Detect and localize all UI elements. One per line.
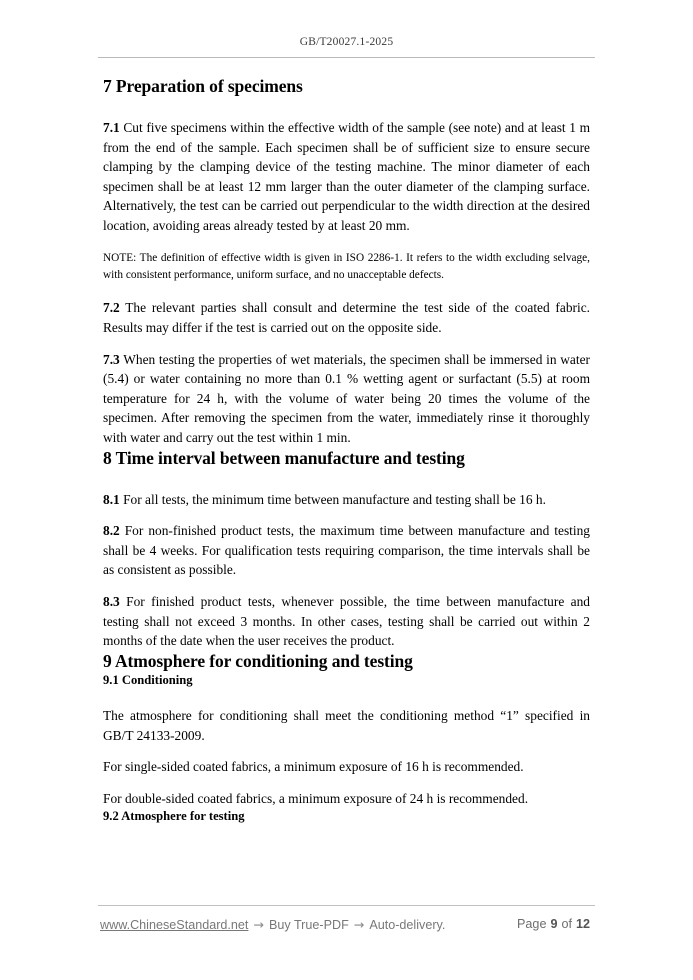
paragraph-7-3 <box>103 350 590 448</box>
subsection-heading-9-1: 9.1 Conditioning <box>103 672 193 687</box>
page-label: Page <box>517 917 547 931</box>
paragraph-7-1 <box>103 118 590 236</box>
paragraph-label-7-2: 7.2 <box>103 300 120 316</box>
section-heading-7: 7 Preparation of specimens <box>103 76 303 96</box>
section-heading-9: 9 Atmosphere for conditioning and testing <box>103 650 413 671</box>
paragraph-text-8-2: For non-finished product tests, the maximum time between manufacture and testing shall be 4 weeks. For qualification tests requiring comparison, the time intervals shall be as consistent as possible. <box>103 523 590 578</box>
paragraph-text-7-2: The relevant parties shall consult and determine the test side of the coated fabric. Results may differ if the test is carried out on the opposite side. <box>103 300 590 335</box>
paragraph-label-8-3: 8.3 <box>103 593 120 609</box>
paragraph-text-8-3: For finished product tests, whenever possible, the time between manufacture and testing shall not exceed 3 months. In other cases, testing shall be carried out within 2 months of the date when the user receives the product. <box>103 593 590 649</box>
arrow-right-icon-1: → <box>253 916 264 932</box>
subsection-heading-9-2: 9.2 Atmosphere for testing <box>103 809 245 824</box>
page-indicator <box>516 917 593 931</box>
paragraph-label-8-2: 8.2 <box>103 523 120 539</box>
section-heading-8: 8 Time interval between manufacture and testing <box>103 447 465 468</box>
paragraph-label-8-1: 8.1 <box>103 491 120 507</box>
current-page-number: 9 <box>550 917 558 931</box>
arrow-right-icon-2: → <box>353 916 365 932</box>
running-header <box>103 32 590 50</box>
paragraph-text-8-1: For all tests, the minimum time between manufacture and testing shall be 16 h. <box>119 491 546 507</box>
paragraph-9-1-c: For double-sided coated fabrics, a minimum exposure of 24 h is recommended. <box>103 790 529 806</box>
paragraph-7-2 <box>103 298 590 337</box>
footer-promo <box>100 917 445 932</box>
header-divider <box>98 57 595 58</box>
footer-promo-delivery: Auto-delivery. <box>369 917 446 932</box>
footer-divider <box>98 905 595 906</box>
paragraph-8-2 <box>103 521 590 580</box>
paragraph-9-1-a: The atmosphere for conditioning shall meet the conditioning method “1” specified in GB/T 24133-2009. <box>103 708 590 743</box>
chinesestandard-link[interactable]: www.ChineseStandard.net <box>100 917 249 932</box>
document-body <box>103 76 590 825</box>
total-page-number: 12 <box>575 917 590 931</box>
paragraph-8-3 <box>103 592 590 651</box>
paragraph-label-7-1: 7.1 <box>103 120 120 135</box>
footer-promo-buy: Buy True-PDF <box>268 917 349 932</box>
note-7-1: NOTE: The definition of effective width is given in ISO 2286-1. It refers to the width excluding selvage, with consistent performance, uniform surface, and no unacceptable defects. <box>103 251 590 281</box>
paragraph-text-7-3: When testing the properties of wet materials, the specimen shall be immersed in water (5.4) or water containing no more than 0.1 % wetting agent or surfactant (5.5) at room temperature for 24 h, with the volume of water being 20 times the volume of the specimen. After removing the specimen from the water, immediately rinse it thoroughly with water and carry out the test within 1 min. <box>103 351 590 445</box>
paragraph-text-7-1: Cut five specimens within the effective width of the sample (see note) and at least 1 m from the end of the sample. Each specimen shall be of sufficient size to ensure secure clamping by the clamping device of the testing machine. The minor diameter of each specimen shall be at least 12 mm larger than the outer diameter of the clamping surface. Alternatively, the test can be carried out perpendicular to the width direction at the desired location, avoiding areas already tested by at least 20 mm. <box>103 120 590 233</box>
of-label: of <box>561 917 572 931</box>
paragraph-8-1 <box>103 490 590 510</box>
paragraph-9-1-b: For single-sided coated fabrics, a minimum exposure of 16 h is recommended. <box>103 759 524 775</box>
standard-number: GB/T20027.1-2025 <box>299 36 394 48</box>
running-footer <box>100 913 595 935</box>
paragraph-label-7-3: 7.3 <box>103 351 120 367</box>
